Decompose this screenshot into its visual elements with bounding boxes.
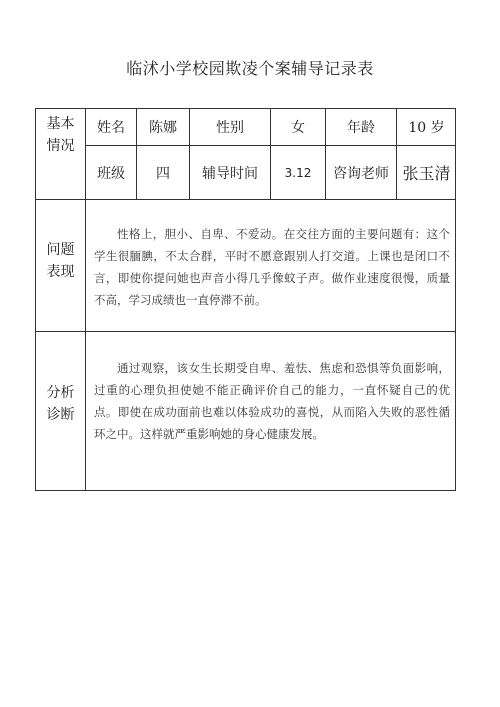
analysis-description: 通过观察，该女生长期受自卑、羞怯、焦虑和恐惧等负面影响，过重的心理负担使她不能正确评价自己的能力，一直怀疑自己的优点。即使在成功面前也难以体验成功的喜悦，从而陷入失败的恶性循环之中。这样就严重影响她的身心健康发展。 [94, 361, 450, 441]
problem-description: 性格上，胆小、自卑、不爱动。在交往方面的主要问题有：这个学生很腼腆，不太合群，平时不愿意跟别人打交道。上课也是闭口不言，即使你提问她也声音小得几乎像蚊子声。做作业速度很慢，质量不高，学习成绩也一直停滞不前。 [94, 227, 450, 307]
analysis-label [36, 382, 85, 426]
basic-info-label [36, 113, 85, 157]
class-label: 班级 [97, 165, 125, 182]
gender-value: 女 [291, 120, 305, 136]
basic-info-label-line2: 情况 [46, 138, 75, 154]
gender-label: 性别 [216, 120, 244, 136]
counselor-label: 咨询老师 [333, 165, 389, 182]
class-value: 四 [156, 165, 170, 182]
section-divider-problem [36, 199, 456, 200]
basic-info-label-line1: 基本 [46, 116, 75, 132]
analysis-label-line2: 诊断 [46, 407, 75, 423]
age-label: 年龄 [347, 120, 375, 136]
section-divider-analysis [36, 331, 456, 332]
problem-label [36, 239, 85, 283]
age-value: 10 岁 [408, 120, 445, 136]
name-label: 姓名 [97, 120, 125, 136]
counsel-time-value: 3.12 [284, 165, 312, 180]
problem-label-line1: 问题 [46, 242, 75, 258]
name-value: 陈娜 [149, 120, 177, 136]
document-title: 临沭小学校园欺凌个案辅导记录表 [126, 59, 374, 78]
counsel-time-label: 辅导时间 [202, 165, 258, 182]
problem-label-line2: 表现 [46, 264, 75, 280]
analysis-label-line1: 分析 [46, 385, 75, 401]
counseling-record-table [35, 108, 456, 491]
counselor-value: 张玉清 [402, 164, 451, 183]
